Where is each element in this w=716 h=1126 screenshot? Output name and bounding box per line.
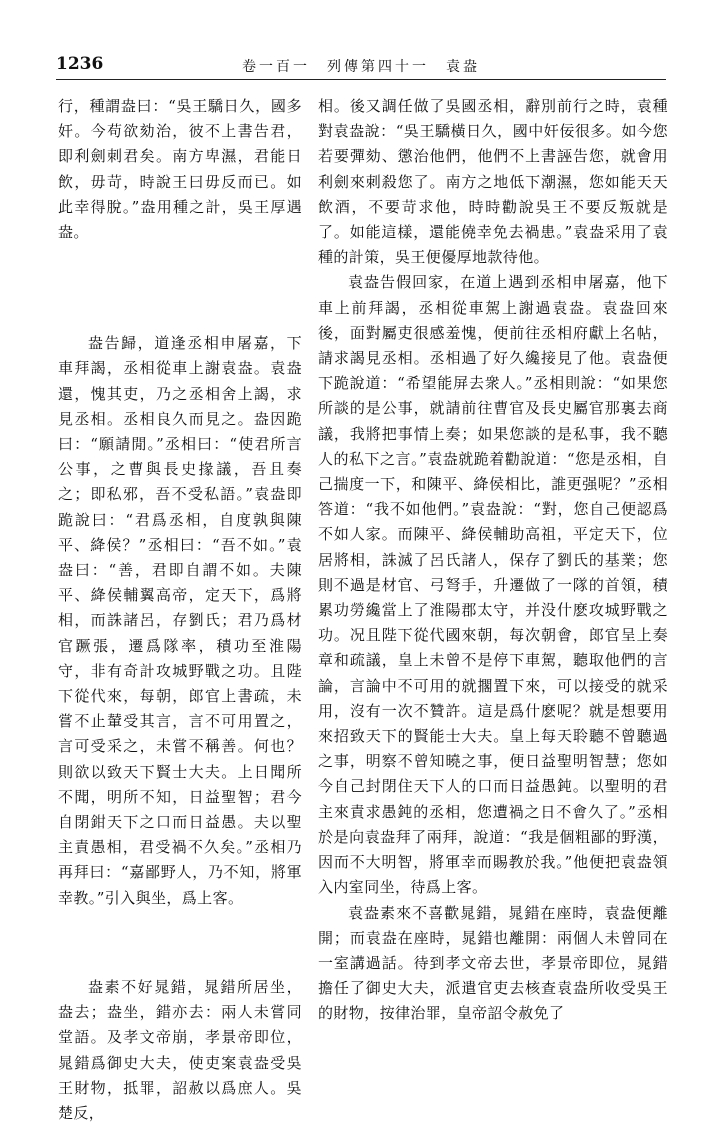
translation-paragraph: 相。後又調任做了吳國丞相，辭別前行之時，袁種對袁盎說：“吳王驕橫日久，國中奸佞很多。如今您若要彈劾、懲治他們，他們不上書誣告您，就會用利劍來刺殺您了。南方之地低下潮濕，您如能天天飲酒，不要苛求他，時時勸說吳王不要反叛就是了。如能這樣，還能僥幸免去禍患。”袁盎采用了袁種的計策，吳王便優厚地款待他。 [318, 97, 668, 267]
classical-text-column [58, 94, 302, 1126]
classical-paragraph: 行，種謂盎曰：“吳王驕日久，國多奸。今苟欲劾治，彼不上書告君，即利劍刺君矣。南方卑濕，君能日飲，毋苛，時說王曰毋反而已。如此幸得脫。”盎用種之計，吳王厚遇盎。 [58, 97, 302, 242]
translation-paragraph: 袁盎告假回家，在道上遇到丞相申屠嘉，他下車上前拜謁，丞相從車駕上謝過袁盎。袁盎回來後，面對屬吏很感羞愧，便前往丞相府獻上名帖，請求謁見丞相。丞相過了好久纔接見了他。袁盎便下跪說道：“希望能屏去衆人。”丞相則說：“如果您所談的是公事，就請前往曹官及長史屬官那裏去商議，我將把事情上奏；如果您談的是私事，我不聽人的私下之言。”袁盎就跪着勸說道：“您是丞相，自己揣度一下，和陳平、絳侯相比，誰更强呢？”丞相答道：“我不如他們。”袁盎說：“對，您自己便認爲不如人家。而陳平、絳侯輔助高祖，平定天下，位居將相，誅滅了呂氏諸人，保存了劉氏的基業；您則不過是材官、弓弩手，升遷做了一隊的首領，積累功勞纔當上了淮陽郡太守，并没什麽攻城野戰之功。况且陛下從代國來朝，每次朝會，郎官呈上奏章和疏議，皇上未曾不是停下車駕，聽取他們的言論，言論中不可用的就擱置下來，可以接受的就采用，沒有一次不贊許。這是爲什麽呢？就是想要用來招致天下的賢能士大夫。皇上每天聆聽不曾聽過之事，明察不曾知曉之事，便日益聖明智慧；您如今自己封閉住天下人的口而日益愚鈍。以聖明的君主來責求愚鈍的丞相，您遭禍之日不會久了。”丞相於是向袁盎拜了兩拜，說道：“我是個粗鄙的野漢，因而不大明智，將軍幸而賜教於我。”他便把袁盎領入内室同坐，待爲上客。 [318, 273, 668, 897]
running-title: 卷一百一 列傳第四十一 袁盎 [242, 59, 480, 75]
header-rule [56, 79, 666, 80]
translation-text-column [318, 94, 668, 1027]
classical-paragraph: 盎素不好晁錯，晁錯所居坐，盎去；盎坐，錯亦去：兩人未嘗同堂語。及孝文帝崩，孝景帝即位，晁錯爲御史大夫，使吏案袁盎受吳王財物，抵罪，詔赦以爲庶人。吳楚反， [58, 977, 302, 1122]
page-header [56, 54, 666, 80]
translation-paragraph: 袁盎素來不喜歡晁錯，晁錯在座時，袁盎便離開；而袁盎在座時，晁錯也離開：兩個人未曾同在一室講過話。待到孝文帝去世，孝景帝即位，晁錯擔任了御史大夫，派遣官吏去核查袁盎所收受吳王的財物，按律治罪，皇帝詔令赦免了 [318, 903, 668, 1023]
classical-paragraph: 盎告歸，道逢丞相申屠嘉，下車拜謁，丞相從車上謝袁盎。袁盎還，愧其吏，乃之丞相舍上謁，求見丞相。丞相良久而見之。盎因跪曰：“願請閒。”丞相曰：“使君所言公事，之曹與長史掾議，吾且奏之；即私邪，吾不受私語。”袁盎即跪說曰：“君爲丞相，自度孰與陳平、絳侯？”丞相曰：“吾不如。”袁盎曰：“善，君即自謂不如。夫陳平、絳侯輔翼高帝，定天下，爲將相，而誅諸呂，存劉氏；君乃爲材官蹶張，遷爲隊率，積功至淮陽守，非有奇計攻城野戰之功。且陛下從代來，每朝，郎官上書疏，未嘗不止輦受其言，言不可用置之，言可受采之，未嘗不稱善。何也？則欲以致天下賢士大夫。上日聞所不聞，明所不知，日益聖智；君今自閉鉗天下之口而日益愚。夫以聖主責愚相，君受禍不久矣。”丞相乃再拜曰：“嘉鄙野人，乃不知，將軍幸教。”引入與坐，爲上客。 [58, 334, 302, 907]
paragraph-spacer [58, 911, 302, 975]
page-number: 1236 [56, 54, 104, 74]
paragraph-spacer [58, 245, 302, 331]
